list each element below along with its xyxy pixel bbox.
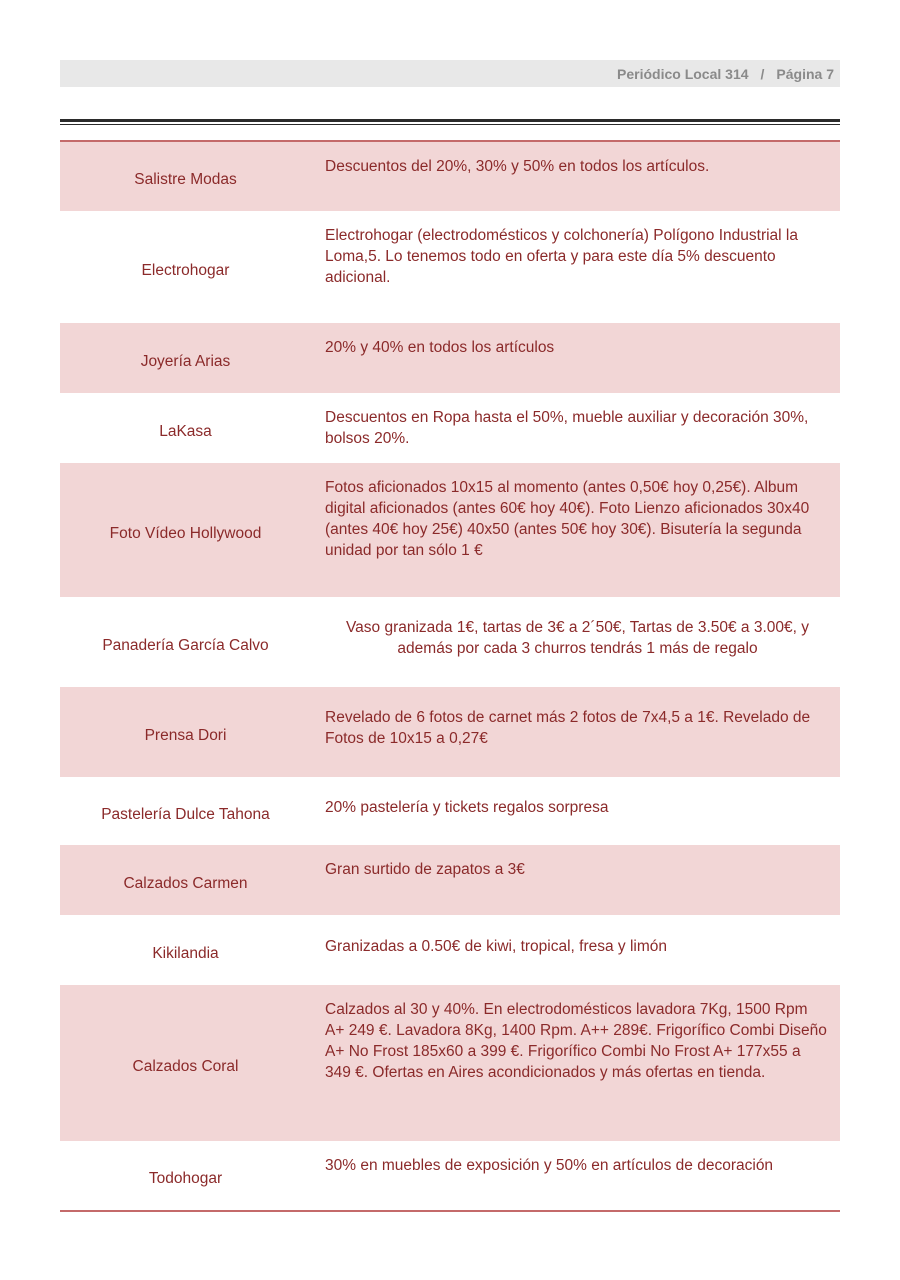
- store-name: Joyería Arias: [140, 352, 231, 370]
- offers-table: [60, 140, 840, 1212]
- store-name: Kikilandia: [152, 944, 219, 962]
- offer-description: 30% en muebles de exposición y 50% en artículos de decoración: [325, 1157, 774, 1174]
- table-row: [60, 393, 840, 463]
- store-name: Foto Vídeo Hollywood: [109, 524, 262, 542]
- store-name: Panadería García Calvo: [102, 636, 269, 654]
- offer-description: 20% y 40% en todos los artículos: [325, 339, 555, 356]
- table-row: [60, 687, 840, 777]
- table-row: [60, 777, 840, 845]
- table-row: [60, 463, 840, 597]
- offer-description: Electrohogar (electrodomésticos y colchonería) Polígono Industrial la Loma,5. Lo tenemos todo en oferta y para este día 5% descuento adicional.: [325, 227, 798, 286]
- table-row: [60, 845, 840, 915]
- offer-description: Fotos aficionados 10x15 al momento (antes 0,50€ hoy 0,25€). Album digital aficionados (antes 60€ hoy 40€). Foto Lienzo aficionados 30x40 (antes 40€ hoy 25€) 40x50 (antes 50€ hoy 30€). Bisutería la segunda unidad por tan sólo 1 €: [325, 479, 810, 559]
- publication-name: Periódico Local 314: [617, 65, 749, 82]
- store-name: Prensa Dori: [144, 726, 227, 744]
- offer-description: Descuentos en Ropa hasta el 50%, mueble auxiliar y decoración 30%, bolsos 20%.: [325, 409, 809, 447]
- table-row: [60, 1141, 840, 1211]
- table-row: [60, 985, 840, 1141]
- offer-description: Granizadas a 0.50€ de kiwi, tropical, fresa y limón: [325, 937, 668, 955]
- header-rule-thin: [60, 124, 840, 125]
- table-row: [60, 915, 840, 985]
- table-row: [60, 323, 840, 393]
- store-name: Todohogar: [148, 1170, 223, 1187]
- store-name: Salistre Modas: [134, 171, 237, 188]
- table-row: [60, 141, 840, 211]
- store-name: LaKasa: [159, 422, 212, 440]
- store-name: Calzados Coral: [132, 1057, 239, 1075]
- offer-description: Calzados al 30 y 40%. En electrodomésticos lavadora 7Kg, 1500 Rpm A+ 249 €. Lavadora 8Kg, 1400 Rpm. A++ 289€. Frigorífico Combi Diseño A+ No Frost 185x60 a 399 €. Frigorífico Combi No Frost A+ 177x55 a 349 €. Ofertas en Aires acondicionados y más ofertas en tienda.: [325, 1001, 827, 1081]
- table-row: [60, 597, 840, 687]
- header-rule-thick: [60, 119, 840, 122]
- store-name: Pastelería Dulce Tahona: [101, 805, 270, 823]
- offer-description: Gran surtido de zapatos a 3€: [325, 861, 525, 878]
- offer-description: Revelado de 6 fotos de carnet más 2 fotos de 7x4,5 a 1€. Revelado de Fotos de 10x15 a 0,27€: [325, 709, 811, 747]
- header-separator: /: [760, 65, 765, 82]
- store-name: Calzados Carmen: [123, 874, 248, 892]
- store-name: Electrohogar: [141, 261, 230, 279]
- offer-description: Vaso granizada 1€, tartas de 3€ a 2´50€, Tartas de 3.50€ a 3.00€, y además por cada 3 churros tendrás 1 más de regalo: [345, 619, 810, 657]
- offer-description: 20% pastelería y tickets regalos sorpresa: [325, 798, 609, 816]
- table-row: [60, 211, 840, 323]
- page-header: [60, 60, 840, 87]
- offer-description: Descuentos del 20%, 30% y 50% en todos los artículos.: [325, 158, 710, 175]
- page-number: Página 7: [776, 65, 834, 82]
